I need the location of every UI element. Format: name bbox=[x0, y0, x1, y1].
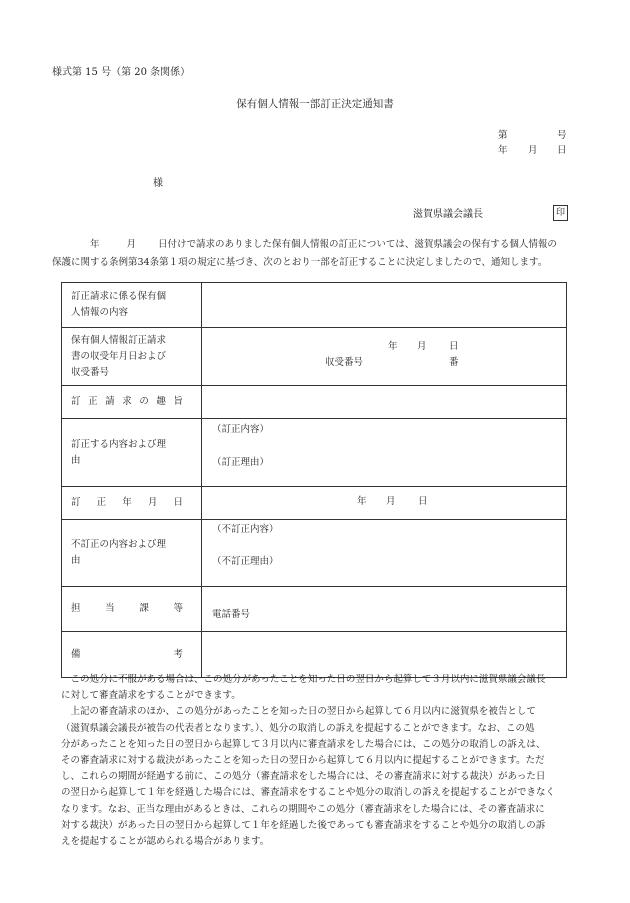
label-noncorrection-content-reason bbox=[62, 520, 202, 587]
table-row bbox=[62, 520, 567, 587]
label-line: 訂正する内容および理 bbox=[71, 438, 167, 450]
table-row bbox=[62, 283, 567, 328]
note-line: 対する裁決）があった日の翌日から起算して１年を経過した後であっても審査請求をすることや処分の取消しの訴 bbox=[61, 819, 546, 831]
note-line: なります。なお、正当な理由があるときは、これらの期間やこの処分（審査請求をした場合には、その審査請求に bbox=[61, 803, 545, 815]
receipt-day-label: 日 bbox=[449, 341, 459, 352]
receipt-year-label: 年 bbox=[388, 341, 398, 352]
value-receipt-date-number bbox=[202, 328, 567, 386]
number-suffix: 号 bbox=[557, 130, 567, 141]
body-year-label: 年 bbox=[90, 239, 100, 250]
table-row bbox=[62, 487, 567, 520]
label-line: 由 bbox=[71, 555, 81, 566]
note-line: その審査請求に対する裁決があったことを知った日の翌日から起算して６月以内に提起することができます。ただ bbox=[61, 755, 545, 767]
value-noncorrection-content-reason bbox=[202, 520, 567, 587]
appeal-notes bbox=[61, 672, 573, 850]
value-requested-info bbox=[202, 283, 567, 328]
label-char: 正 bbox=[88, 396, 98, 407]
table-row bbox=[62, 386, 567, 419]
note-line: えを提起することが認められる場合があります。 bbox=[61, 836, 270, 848]
addressee-suffix: 様 bbox=[153, 178, 163, 189]
label-requested-info bbox=[62, 283, 202, 328]
date-year-label: 年 bbox=[498, 145, 508, 156]
value-correction-date bbox=[202, 487, 567, 520]
label-correction-content-reason bbox=[62, 419, 202, 487]
note-line: に対して審査請求をすることができます。 bbox=[61, 690, 241, 702]
label-char: 年 bbox=[122, 497, 132, 508]
correction-year-label: 年 bbox=[357, 496, 367, 507]
label-char: 備 bbox=[71, 648, 81, 660]
label-line: 人情報の内容 bbox=[71, 307, 129, 318]
body-line-1: 日付けで請求のありました保有個人情報の訂正については、滋賀県議会の保有する個人情報の bbox=[158, 239, 557, 250]
label-char: 正 bbox=[96, 497, 107, 508]
document-title: 保有個人情報一部訂正決定通知書 bbox=[236, 98, 394, 110]
correction-form-table bbox=[61, 282, 567, 678]
label-remarks bbox=[62, 632, 202, 678]
table-row bbox=[62, 632, 567, 678]
note-line: 分があったことを知った日の翌日から起算して３月以内に審査請求をした場合には、この処分の取消しの訴えは、 bbox=[61, 738, 546, 750]
correction-month-label: 月 bbox=[386, 496, 396, 507]
label-char: 趣 bbox=[156, 396, 166, 407]
receipt-number-label: 収受番号 bbox=[325, 357, 364, 368]
note-line: し、これらの期間が経過する前に、この処分（審査請求をした場合には、その審査請求に対する裁決）があった日 bbox=[61, 771, 546, 783]
noncorrection-reason-label: （不訂正理由） bbox=[212, 556, 279, 567]
issuer-name: 滋賀県議会議長 bbox=[413, 209, 483, 220]
label-char: 当 bbox=[105, 603, 115, 614]
label-correction-date bbox=[62, 487, 202, 520]
label-char: 求 bbox=[122, 396, 132, 407]
correction-day-label: 日 bbox=[418, 496, 428, 507]
seal-box: 印 bbox=[553, 205, 568, 221]
label-line: 保有個人情報訂正請求 bbox=[71, 334, 167, 346]
correction-content-label: （訂正内容） bbox=[212, 424, 270, 435]
label-char: の bbox=[139, 396, 149, 407]
correction-reason-label: （訂正理由） bbox=[212, 457, 270, 468]
note-line: （滋賀県議会議長が被告の代表者となります。）、処分の取消しの訴えを提起することができます。なお、この処 bbox=[61, 722, 535, 734]
label-char: 課 bbox=[139, 603, 149, 614]
label-char: 日 bbox=[173, 497, 183, 508]
label-line: 収受番号 bbox=[71, 366, 110, 378]
notice-body bbox=[52, 236, 582, 272]
note-line: の翌日から起算して１年を経過した場合には、審査請求をすることや処分の取消しの訴えを提起することができなく bbox=[61, 787, 556, 799]
body-month-label: 月 bbox=[126, 239, 137, 250]
label-char: 等 bbox=[173, 603, 183, 614]
value-request-purpose bbox=[202, 386, 567, 419]
body-line-2: 保護に関する条例第34条第１項の規定に基づき、次のとおり一部を訂正することに決定しましたので、通知します。 bbox=[52, 257, 548, 268]
label-char: 旨 bbox=[173, 396, 183, 407]
table-row bbox=[62, 587, 567, 632]
number-prefix: 第 bbox=[498, 130, 508, 141]
label-receipt-date-number bbox=[62, 328, 202, 386]
label-request-purpose bbox=[62, 386, 202, 419]
table-row bbox=[62, 419, 567, 487]
label-char: 考 bbox=[173, 648, 183, 660]
label-line: 訂正請求に係る保有個 bbox=[71, 291, 167, 302]
date-day-label: 日 bbox=[557, 145, 567, 156]
table-row bbox=[62, 328, 567, 386]
label-line: 不訂正の内容および理 bbox=[71, 539, 167, 550]
date-month-label: 月 bbox=[528, 145, 538, 156]
value-responsible-section bbox=[202, 587, 567, 632]
label-char: 訂 bbox=[71, 497, 81, 508]
label-responsible-section bbox=[62, 587, 202, 632]
value-correction-content-reason bbox=[202, 419, 567, 487]
receipt-month-label: 月 bbox=[417, 341, 427, 352]
phone-number-label: 電話番号 bbox=[212, 609, 251, 620]
noncorrection-content-label: （不訂正内容） bbox=[212, 524, 279, 535]
label-line: 書の収受年月日および bbox=[71, 350, 167, 362]
value-remarks bbox=[202, 632, 567, 678]
label-line: 由 bbox=[71, 454, 81, 466]
note-line: この処分に不服がある場合は、この処分があったことを知った日の翌日から起算して３月以内に滋賀県議会議長 bbox=[61, 674, 546, 685]
label-char: 月 bbox=[147, 497, 158, 508]
form-number: 様式第 15 号（第 20 条関係） bbox=[52, 67, 191, 78]
label-char: 訂 bbox=[71, 396, 81, 407]
label-char: 請 bbox=[105, 396, 115, 407]
label-char: 担 bbox=[71, 603, 81, 614]
receipt-number-suffix: 番 bbox=[449, 357, 459, 368]
note-line: 上記の審査請求のほか、この処分があったことを知った日の翌日から起算して６月以内に滋賀県を被告として bbox=[61, 706, 536, 718]
